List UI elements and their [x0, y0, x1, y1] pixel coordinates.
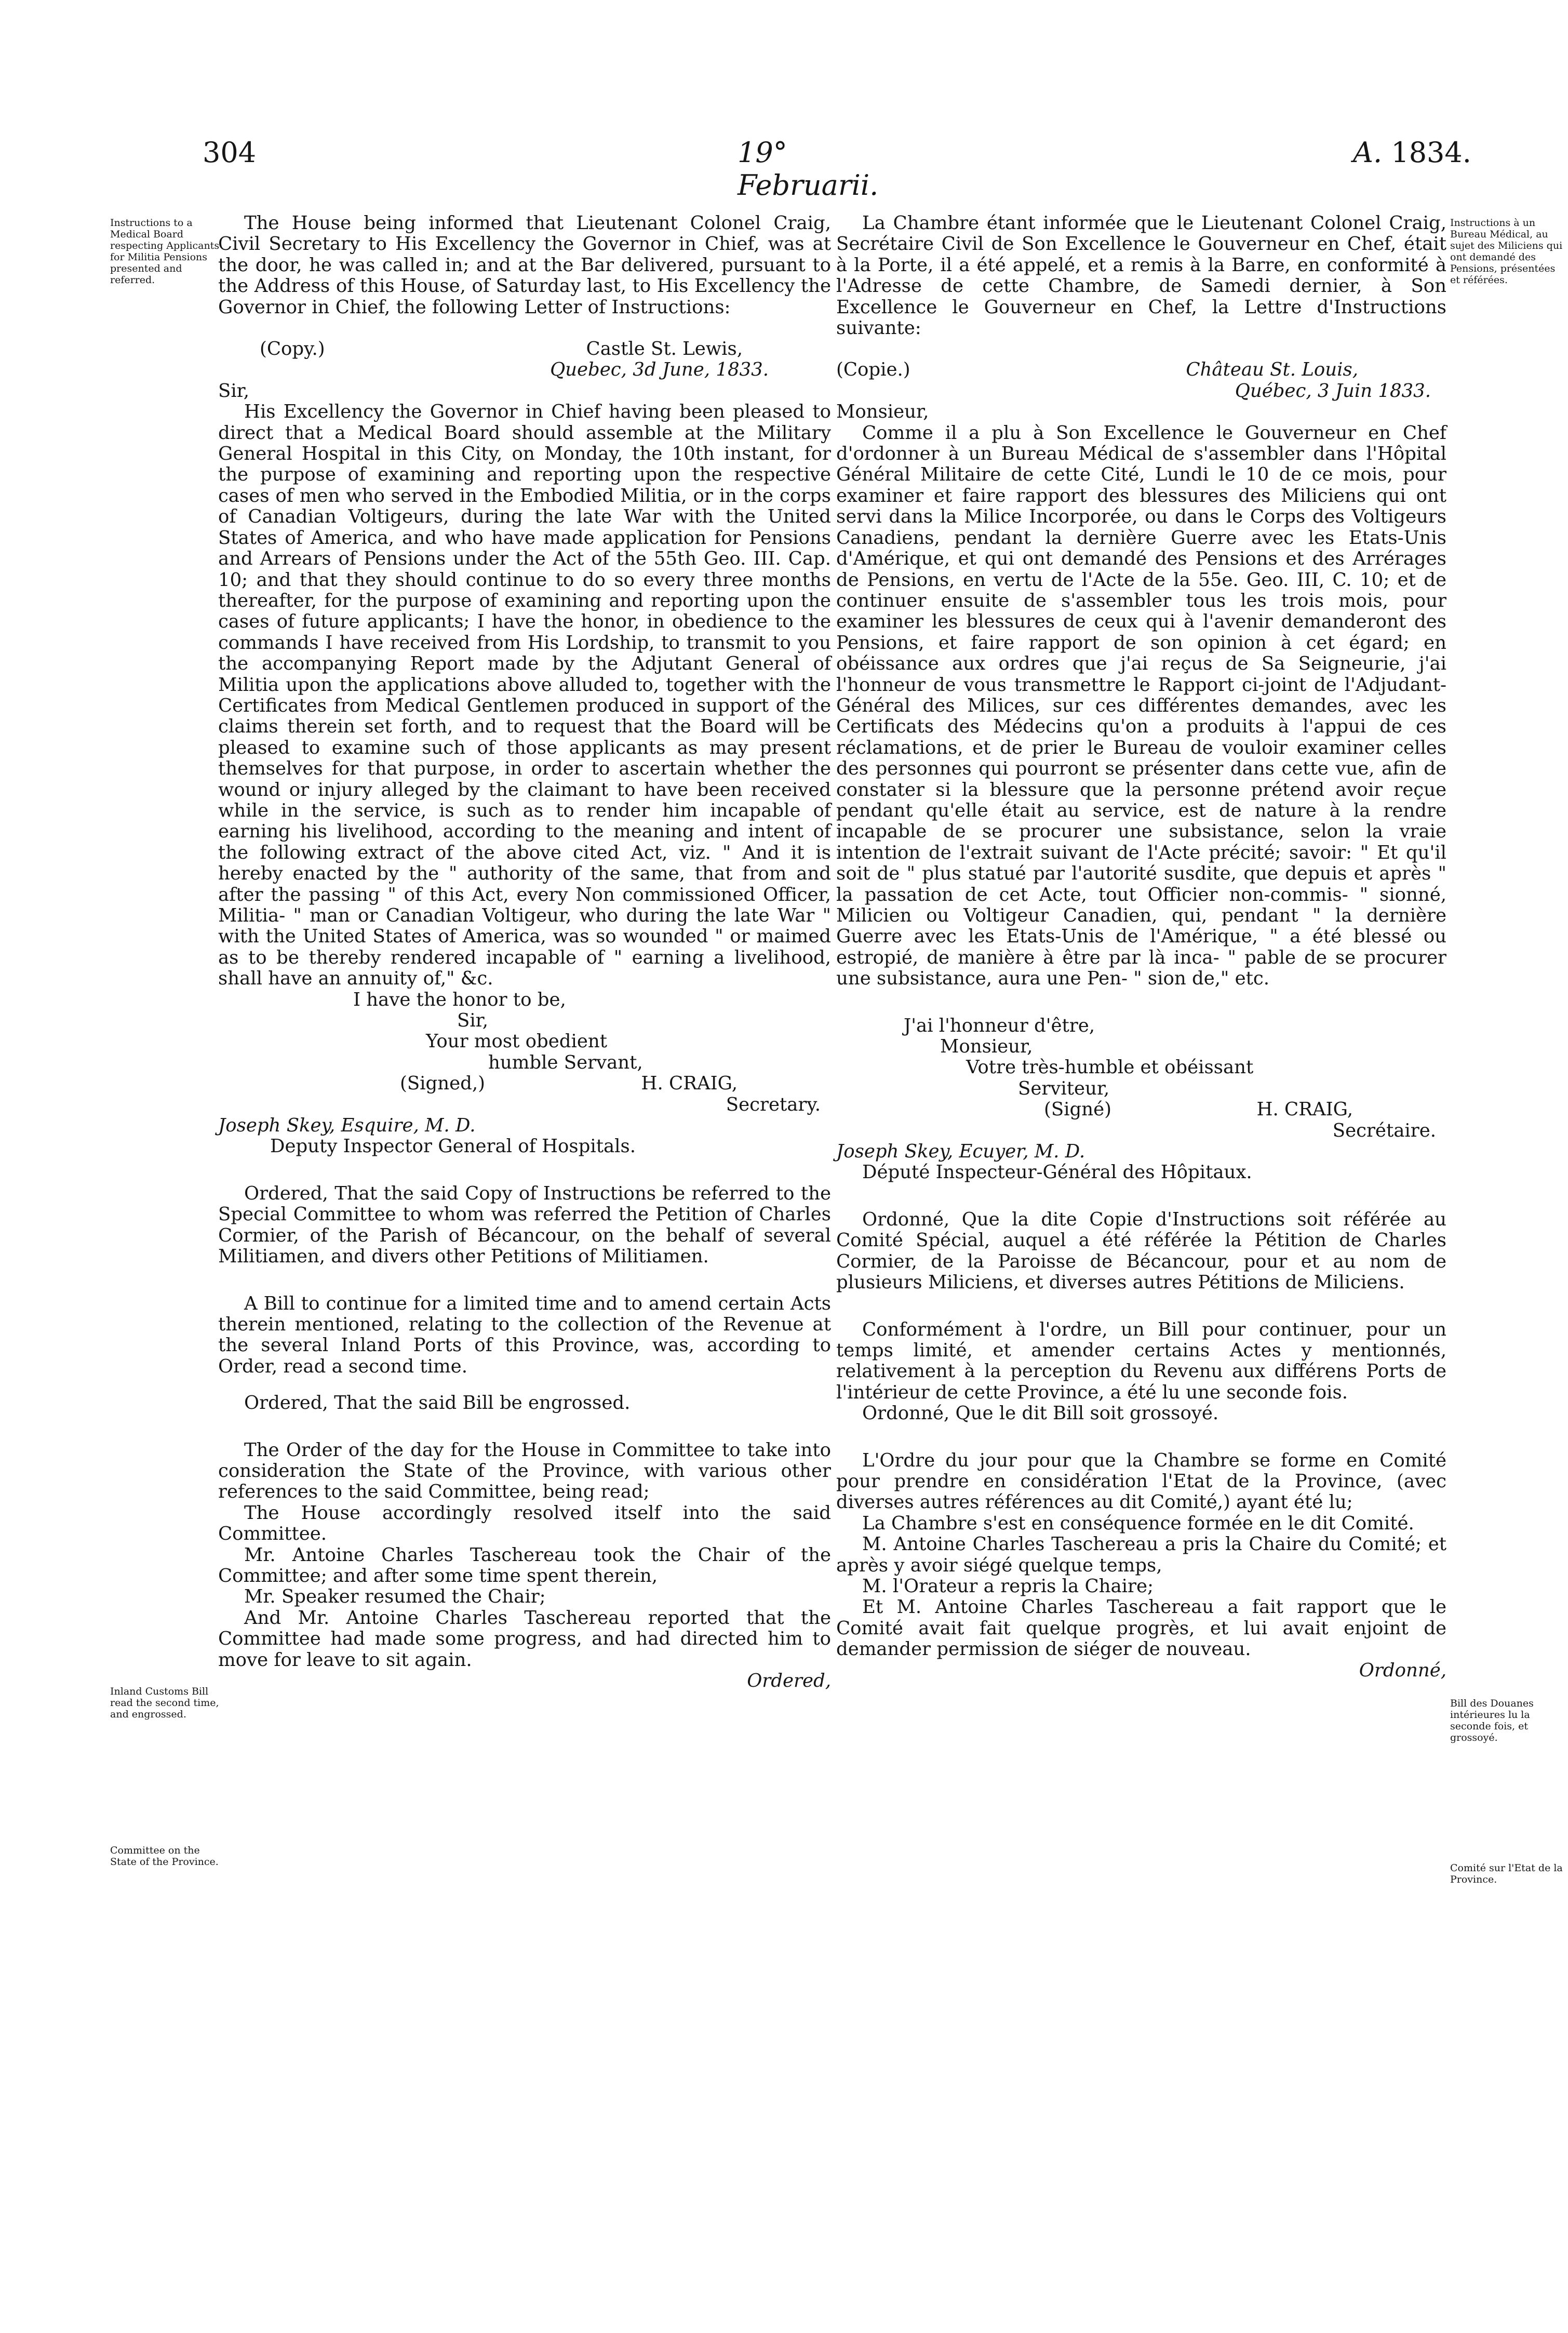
fr-closing-3: Votre très-humble et obéissant — [966, 1057, 1254, 1078]
en-order-of-day: The Order of the day for the House in Committee to take into consideration the State of the Province, with various other references to the said Committee, being read; — [218, 1439, 831, 1503]
fr-signed-label: (Signé) — [1044, 1099, 1111, 1121]
en-addressee-title: Deputy Inspector General of Hospitals. — [270, 1136, 636, 1157]
fr-closing-2: Monsieur, — [940, 1036, 1033, 1058]
fr-reported: Et M. Antoine Charles Taschereau a fait rapport que le Comité avait fait quelque progrès, et lui avait enjoint de demander permission de siéger de nouveau. — [836, 1596, 1446, 1660]
fr-addressee: Joseph Skey, Ecuyer, M. D. — [836, 1141, 1085, 1163]
en-addressee: Joseph Skey, Esquire, M. D. — [218, 1115, 476, 1137]
fr-castle: Château St. Louis, — [1186, 359, 1358, 381]
margin-note-inland-customs: Inland Customs Bill read the second time, and engrossed. — [110, 1686, 219, 1720]
en-castle: Castle St. Lewis, — [586, 338, 743, 360]
fr-bill-paragraph: Conformément à l'ordre, un Bill pour continuer, pour un temps limité, et amender certains Actes y mentionnés, relativement à la perception du Revenu aux différens Ports de l'intérieur de cette Province, a été lu une seconde fois. — [836, 1318, 1446, 1403]
margin-note-committee: Committee on the State of the Province. — [110, 1845, 219, 1868]
fr-salutation: Monsieur, — [836, 401, 929, 423]
margin-note-inland-customs-fr: Bill des Douanes intérieures lu la seconde fois, et grossoyé. — [1450, 1698, 1534, 1743]
margin-note-committee-fr: Comité sur l'Etat de la Province. — [1450, 1862, 1563, 1885]
fr-letter-heading — [836, 359, 1446, 380]
en-closing-2: Sir, — [457, 1010, 489, 1032]
page-header — [0, 136, 1568, 202]
fr-intro-paragraph: La Chambre étant informée que le Lieutenant Colonel Craig, Secrétaire Civil de Son Excellence le Gouverneur en Chef, était à la Porte, il a été appelé, et a remis à la Barre, en conformité à l'Adresse de cette Chambre, de Samedi dernier, à Son Excellence le Gouverneur en Chef, la Lettre d'Instructions suivante: — [836, 212, 1446, 339]
fr-letter-date: Québec, 3 Juin 1833. — [1235, 380, 1431, 402]
margin-note-instructions: Instructions to a Medical Board respecting Applicants for Militia Pensions presented and referred. — [110, 217, 220, 286]
en-bill-paragraph: A Bill to continue for a limited time and to amend certain Acts therein mentioned, relating to the collection of the Revenue at the several Inland Ports of this Province, was, according to Order, read a second time. — [218, 1292, 831, 1377]
fr-signer-title: Secrétaire. — [1332, 1119, 1436, 1141]
fr-copy-label: (Copie.) — [836, 359, 910, 381]
fr-catchword: Ordonné, — [1359, 1659, 1446, 1681]
en-intro-paragraph: The House being informed that Lieutenant Colonel Craig, Civil Secretary to His Excellency the Governor in Chief, was at the door, he was called in; and at the Bar delivered, pursuant to the Address of this House, of Saturday last, to His Excellency the Governor in Chief, the following Letter of Instructions: — [218, 212, 831, 318]
fr-house-resolved: La Chambre s'est en conséquence formée en le dit Comité. — [862, 1512, 1414, 1534]
fr-signature-row — [836, 1099, 1446, 1120]
fr-ordered-copy: Ordonné, Que la dite Copie d'Instructions soit référée au Comité Spécial, auquel a été référée la Pétition de Charles Cormier, de la Paroisse de Bécancour, pour et au nom de plusieurs Miliciens, et diverses autres Pétitions de Miliciens. — [836, 1208, 1446, 1294]
fr-chair: M. Antoine Charles Taschereau a pris la Chaire du Comité; et après y avoir siégé quelque temps, — [836, 1534, 1446, 1576]
page-year — [1353, 136, 1471, 169]
en-signer-title: Secretary. — [726, 1094, 821, 1115]
en-closing-4: humble Servant, — [488, 1051, 643, 1073]
en-house-resolved: The House accordingly resolved itself into the said Committee. — [218, 1502, 831, 1545]
en-salutation: Sir, — [218, 380, 250, 402]
en-speaker: Mr. Speaker resumed the Chair; — [244, 1586, 546, 1608]
year-prefix: A. — [1353, 136, 1383, 169]
fr-signer: H. CRAIG, — [1256, 1099, 1353, 1121]
margin-note-instructions-fr: Instructions à un Bureau Médical, au sujet des Miliciens qui ont demandé des Pensions, présentées et référées. — [1450, 217, 1563, 286]
en-copy-label: (Copy.) — [260, 338, 325, 360]
english-column — [218, 213, 831, 1691]
en-closing-3: Your most obedient — [426, 1031, 607, 1052]
fr-addressee-title: Député Inspecteur-Général des Hôpitaux. — [862, 1162, 1252, 1183]
en-ordered-copy: Ordered, That the said Copy of Instructions be referred to the Special Committee to whom was referred the Petition of Charles Cormier, of the Parish of Bécancour, on the behalf of several Militiamen, and divers other Petitions of Militiamen. — [218, 1182, 831, 1268]
fr-closing-4: Serviteur, — [1018, 1077, 1110, 1099]
en-closing-1: I have the honor to be, — [353, 989, 566, 1010]
en-signed-label: (Signed,) — [400, 1073, 485, 1095]
french-column — [836, 213, 1446, 1681]
fr-letter-body: Comme il a plu à Son Excellence le Gouverneur en Chef d'ordonner à un Bureau Médical de s'assembler dans l'Hôpital Général Militaire de cette Cité, Lundi le 10 de ce mois, pour examiner et faire rapport des blessures des Miliciens qui ont servi dans la Milice Incorporée, ou dans le Corps des Voltigeurs Canadiens, pendant la dernière Guerre avec les Etats-Unis d'Amérique, et qui ont demandé des Pensions et des Arrérages de Pensions, en vertu de l'Acte de la 55e. Geo. III, C. 10; et de continuer ensuite de s'assembler tous les trois mois, pour examiner les blessures de ceux qui à l'avenir demanderont des Pensions, et faire rapport de son opinion à cet égard; en obéissance aux ordres que j'ai reçus de Sa Seigneurie, j'ai l'honneur de vous transmettre le Rapport ci-joint de l'Adjudant-Général des Milices, sur ces différentes demandes, avec les Certificats des Médecins qu'on a produits à l'appui de ces réclamations, et de prier le Bureau de vouloir examiner celles des personnes qui pourront se présenter dans cette vue, afin de constater si la blessure que la personne prétend avoir reçue pendant qu'elle était au service, est de nature à la rendre incapable de se procurer une subsistance, selon la vraie intention de l'extrait suivant de l'Acte précité; savoir: " Et qu'il soit de " plus statué par l'autorité susdite, que depuis et après " la passation de cet Acte, tout Officier non-commis- " sionné, Milicien ou Voltigeur Canadien, qui, pendant " la dernière Guerre avec les Etats-Unis de l'Amérique, " a été blessé ou estropié, de manière à être par là inca- " pable de se procurer une subsistance, aura une Pen- " sion de," etc. — [836, 422, 1446, 990]
en-reported: And Mr. Antoine Charles Taschereau reported that the Committee had made some progress, and had directed him to move for leave to sit again. — [218, 1607, 831, 1671]
en-ordered-engrossed: Ordered, That the said Bill be engrossed. — [244, 1392, 631, 1414]
fr-order-of-day: L'Ordre du jour pour que la Chambre se forme en Comité pour prendre en considération l'Etat de la Province, (avec diverses autres références au dit Comité,) ayant été lu; — [836, 1449, 1446, 1513]
fr-speaker: M. l'Orateur a repris la Chaire; — [862, 1575, 1154, 1597]
year-value: 1834. — [1391, 136, 1471, 169]
en-signature-row — [218, 1073, 831, 1094]
page-number: 304 — [203, 136, 257, 169]
en-letter-heading — [218, 339, 831, 359]
fr-ordered-engrossed: Ordonné, Que le dit Bill soit grossoyé. — [862, 1403, 1219, 1424]
en-chair: Mr. Antoine Charles Taschereau took the Chair of the Committee; and after some time spent therein, — [218, 1544, 831, 1587]
en-letter-body: His Excellency the Governor in Chief having been pleased to direct that a Medical Board should assemble at the Military General Hospital in this City, on Monday, the 10th instant, for the purpose of examining and reporting upon the respective cases of men who served in the Embodied Militia, or in the corps of Canadian Voltigeurs, during the late War with the United States of America, and who have made application for Pensions and Arrears of Pensions under the Act of the 55th Geo. III. Cap. 10; and that they should continue to do so every three months thereafter, for the purpose of examining and reporting upon the cases of future applicants; I have the honor, in obedience to the commands I have received from His Lordship, to transmit to you the accompanying Report made by the Adjutant General of Militia upon the applications above alluded to, together with the Certificates from Medical Gentlemen produced in support of the claims therein set forth, and to request that the Board will be pleased to examine such of those applicants as may present themselves for that purpose, in order to ascertain whether the wound or injury alleged by the claimant to have been received while in the service, is such as to render him incapable of earning his livelihood, according to the meaning and intent of the following extract of the above cited Act, viz. " And it is hereby enacted by the " authority of the same, that from and after the passing " of this Act, every Non commissioned Officer, Militia- " man or Canadian Voltigeur, who during the late War " with the United States of America, was so wounded " or maimed as to be thereby rendered incapable of " earning a livelihood, shall have an annuity of," &c. — [218, 401, 831, 990]
en-catchword: Ordered, — [747, 1670, 831, 1691]
page-date: 19° Februarii. — [738, 136, 879, 202]
en-signer: H. CRAIG, — [641, 1073, 738, 1095]
fr-closing-1: J'ai l'honneur d'être, — [904, 1015, 1095, 1036]
en-letter-date: Quebec, 3d June, 1833. — [550, 359, 769, 381]
